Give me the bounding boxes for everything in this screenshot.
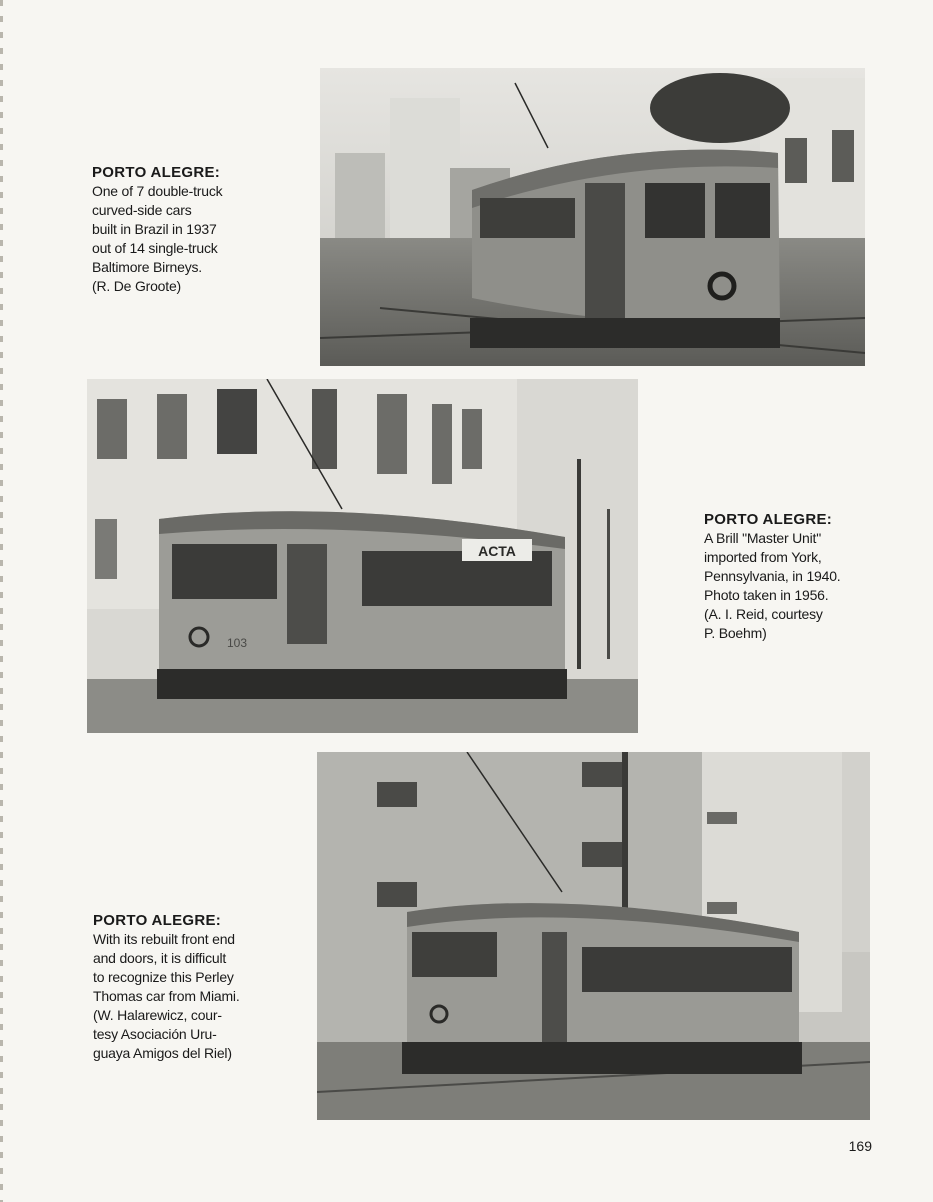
caption-line: guaya Amigos del Riel) [93,1045,232,1061]
caption-heading: PORTO ALEGRE: [92,164,221,181]
photo-birney-tram [320,68,865,366]
caption-line: curved-side cars [92,202,192,218]
binding-edge [0,0,3,1202]
caption-photo-2 [704,510,840,643]
caption-line: imported from York, [704,549,822,565]
caption-line: (W. Halarewicz, cour- [93,1007,222,1023]
caption-line: (A. I. Reid, courtesy [704,606,823,622]
photo-perley-thomas-car [317,752,870,1120]
caption-heading: PORTO ALEGRE: [704,511,833,528]
page-number: 169 [848,1138,872,1154]
caption-photo-3 [93,911,240,1063]
caption-line: Thomas car from Miami. [93,988,240,1004]
tram-fleet-number: 103 [227,636,248,650]
caption-line: Baltimore Birneys. [92,259,202,275]
photo-brill-master-unit [87,379,638,733]
caption-line: Photo taken in 1956. [704,587,829,603]
tram-sign: ACTA [478,543,516,559]
caption-line: A Brill "Master Unit" [704,530,821,546]
caption-heading: PORTO ALEGRE: [93,912,222,929]
caption-line: to recognize this Perley [93,969,234,985]
caption-line: tesy Asociación Uru- [93,1026,217,1042]
caption-line: Pennsylvania, in 1940. [704,568,841,584]
caption-line: and doors, it is difficult [93,950,227,966]
caption-line: (R. De Groote) [92,278,181,294]
caption-line: built in Brazil in 1937 [92,221,217,237]
caption-line: out of 14 single-truck [92,240,218,256]
caption-line: P. Boehm) [704,625,767,641]
caption-line: With its rebuilt front end [93,931,235,947]
caption-photo-1 [92,163,222,296]
caption-line: One of 7 double-truck [92,183,223,199]
